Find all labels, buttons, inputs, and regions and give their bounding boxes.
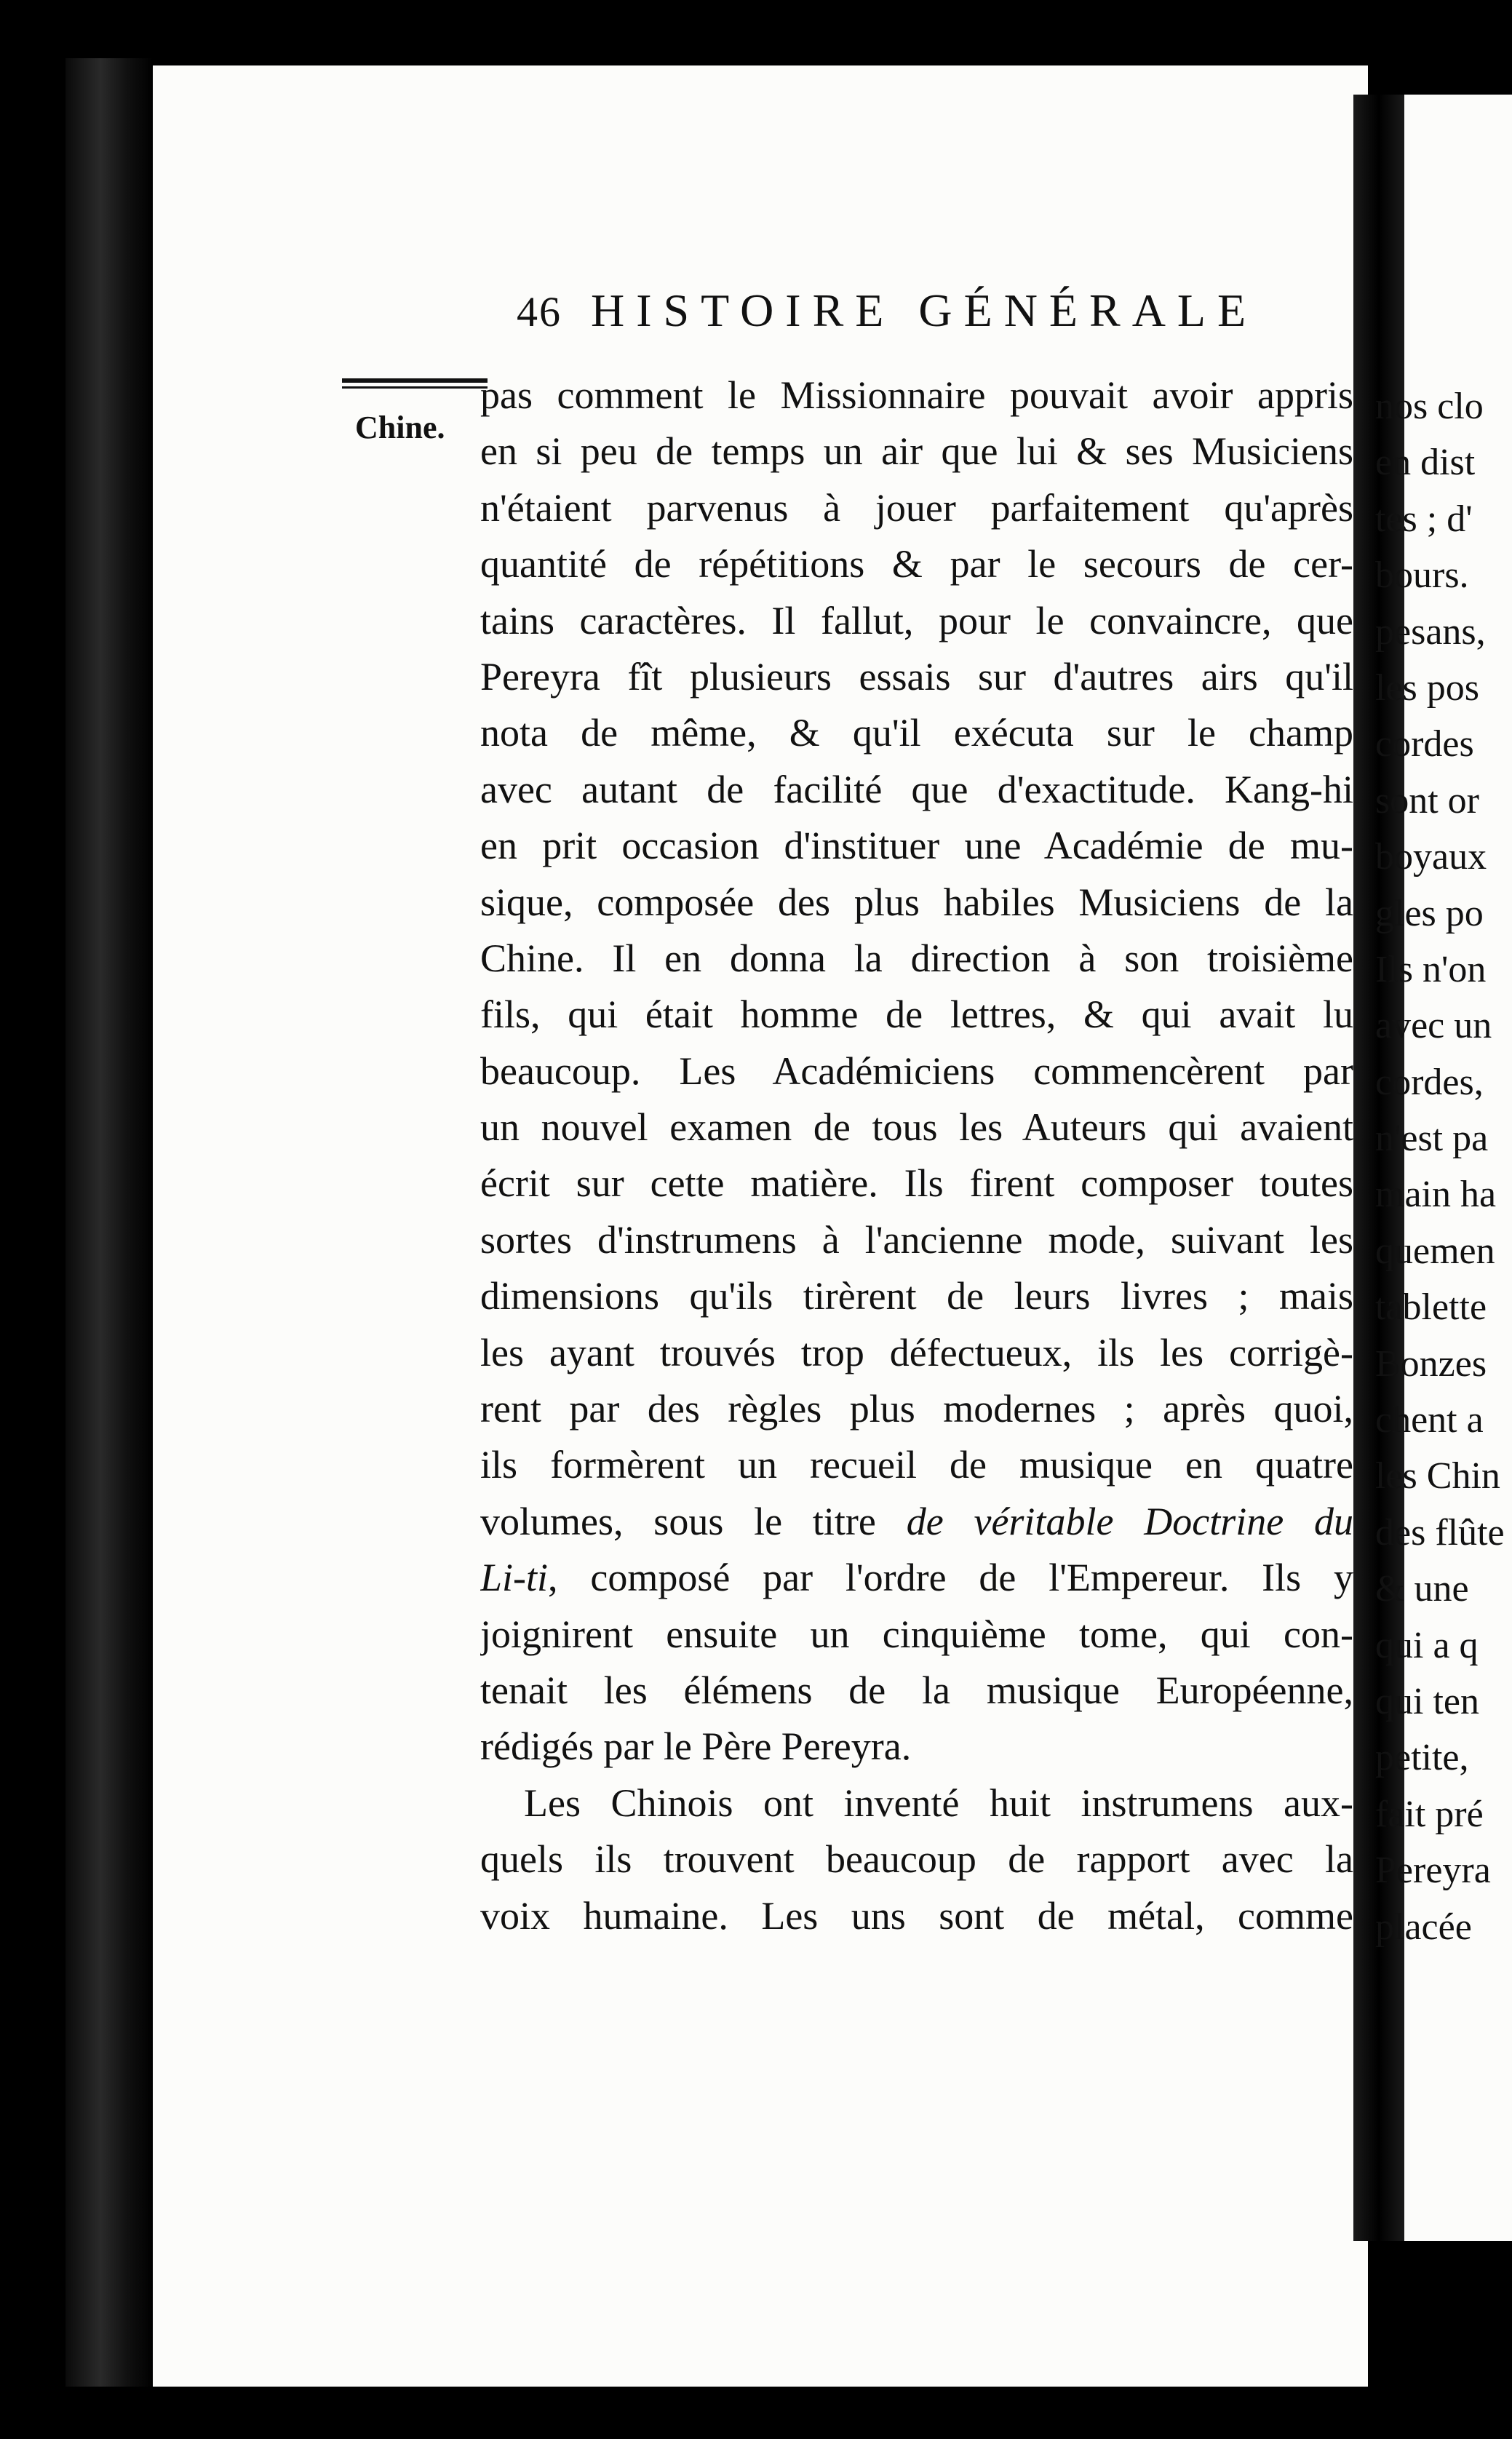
text-line: en prit occasion d'instituer une Académie de mu- — [480, 824, 1353, 868]
running-header — [517, 284, 1346, 357]
right-fragment: tablette — [1375, 1286, 1487, 1329]
right-fragment: en dist — [1375, 442, 1476, 484]
right-fragment: placée — [1375, 1906, 1472, 1948]
text-line-start: volumes, sous le titre — [480, 1499, 907, 1543]
right-fragment: Ils n'on — [1375, 948, 1487, 990]
right-fragment: avec un — [1375, 1005, 1492, 1047]
right-fragment: quemen — [1375, 1230, 1495, 1272]
right-fragment: chent a — [1375, 1399, 1484, 1441]
right-fragment: petite, — [1375, 1737, 1469, 1779]
text-line: sique, composée des plus habiles Musiciens de la — [480, 880, 1353, 924]
text-line — [480, 1550, 1353, 1606]
right-fragment: n'est pa — [1375, 1118, 1489, 1160]
right-fragment: nos clo — [1375, 386, 1484, 427]
right-fragment: bours. — [1375, 554, 1469, 597]
text-line: nota de même, & qu'il exécuta sur le champ — [480, 711, 1353, 755]
text-line: dimensions qu'ils tirèrent de leurs livres ; mais — [480, 1274, 1353, 1318]
text-line: les ayant trouvés trop défectueux, ils les corrigè- — [480, 1330, 1353, 1374]
right-fragment: les Chin — [1375, 1455, 1500, 1497]
right-fragment: pesans, — [1375, 610, 1486, 653]
running-title: HISTOIRE GÉNÉRALE — [591, 285, 1258, 336]
text-line: tenait les élémens de la musique Européenne, — [480, 1668, 1353, 1712]
right-fragment: Pereyra — [1375, 1850, 1491, 1892]
italic-book-title: de véritable Doctrine du — [906, 1499, 1353, 1543]
right-fragment: Bonzes — [1375, 1342, 1487, 1385]
right-fragment: fait pré — [1375, 1793, 1484, 1835]
right-fragment: boyaux — [1375, 836, 1487, 878]
text-line-rest: , composé par l'ordre de l'Empereur. Ils y — [548, 1556, 1353, 1600]
right-fragment: des flûte — [1375, 1511, 1505, 1553]
right-fragment: tes ; d' — [1375, 498, 1473, 540]
text-line: Chine. Il en donna la direction à son troisième — [480, 936, 1353, 980]
text-line: beaucoup. Les Académiciens commencèrent par — [480, 1049, 1353, 1093]
page-number: 46 — [517, 288, 562, 335]
text-line: ils formèrent un recueil de musique en quatre — [480, 1443, 1353, 1487]
right-fragment: les pos — [1375, 667, 1479, 709]
right-page-text-fragments — [1375, 378, 1512, 2052]
main-text-column — [480, 367, 1353, 2056]
right-fragment: main ha — [1375, 1174, 1497, 1216]
right-fragment: qui a q — [1375, 1624, 1479, 1666]
right-fragment: & une — [1375, 1568, 1469, 1610]
right-fragment: cordes, — [1375, 1061, 1484, 1103]
right-fragment: qui ten — [1375, 1680, 1479, 1722]
text-line: rent par des règles plus modernes ; après quoi, — [480, 1387, 1353, 1431]
text-line: fils, qui était homme de lettres, & qui avait lu — [480, 992, 1353, 1037]
text-line: joignirent ensuite un cinquième tome, qui con- — [480, 1612, 1353, 1656]
right-fragment: sont or — [1375, 779, 1479, 821]
text-line: pas comment le Missionnaire pouvait avoir appris — [480, 373, 1353, 417]
right-fragment: gles po — [1375, 892, 1484, 934]
text-line: avec autant de facilité que d'exactitude. Kang-hi — [480, 767, 1353, 811]
book-spine-shadow — [65, 58, 153, 2387]
text-line: rédigés par le Père Pereyra. — [480, 1724, 912, 1769]
text-line: en si peu de temps un air que lui & ses Musiciens — [480, 429, 1353, 474]
text-line: écrit sur cette matière. Ils firent composer toutes — [480, 1161, 1353, 1206]
margin-note: Chine. — [355, 410, 445, 445]
text-line: quels ils trouvent beaucoup de rapport avec la — [480, 1837, 1353, 1882]
text-line: sortes d'instrumens à l'ancienne mode, suivant les — [480, 1217, 1353, 1262]
text-line: quantité de répétitions & par le secours de cer- — [480, 542, 1353, 586]
text-line: Pereyra fît plusieurs essais sur d'autres airs qu'il — [480, 654, 1353, 699]
text-line — [480, 1494, 1353, 1550]
text-line: tains caractères. Il fallut, pour le convaincre, que — [480, 598, 1353, 642]
text-line: voix humaine. Les uns sont de métal, comme — [480, 1893, 1353, 1938]
text-line: un nouvel examen de tous les Auteurs qui avaient — [480, 1105, 1353, 1150]
italic-book-title-end: Li-ti — [480, 1556, 549, 1600]
text-line: Les Chinois ont inventé huit instrumens aux- — [524, 1780, 1353, 1825]
right-fragment: cordes — [1375, 723, 1474, 765]
margin-rule — [342, 378, 488, 389]
text-line: n'étaient parvenus à jouer parfaitement qu'après — [480, 485, 1353, 530]
